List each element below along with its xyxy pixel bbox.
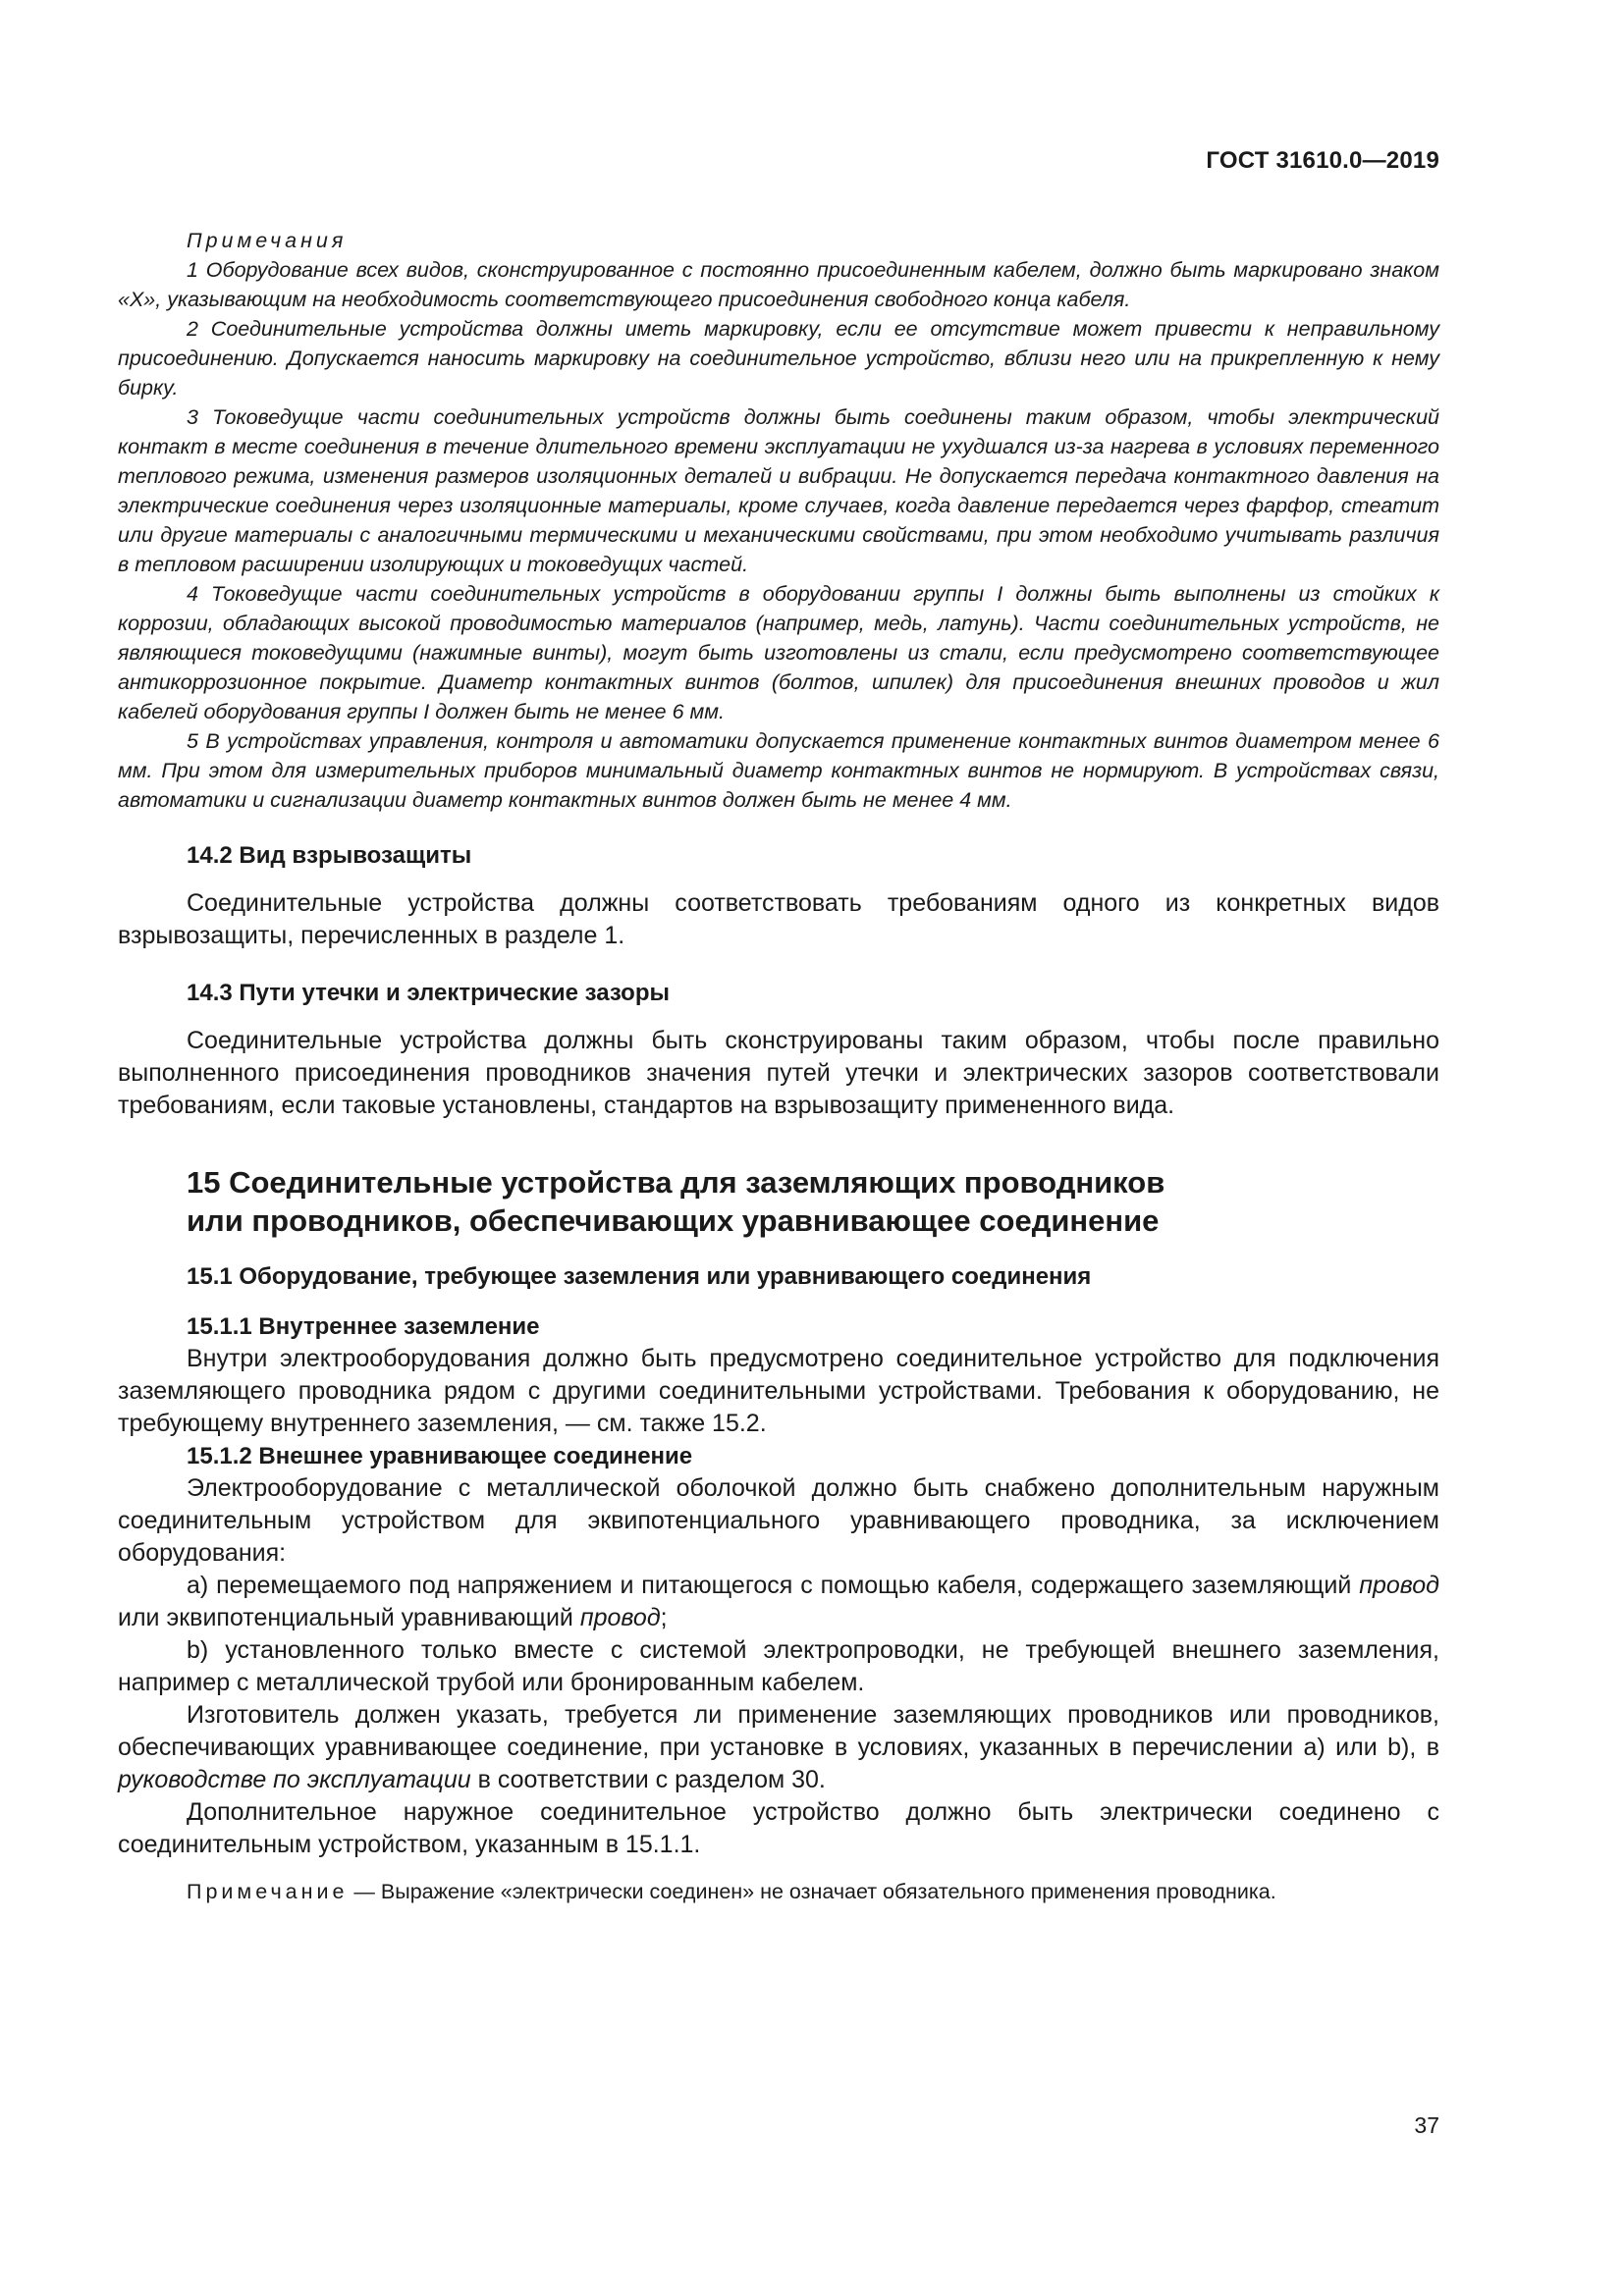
list-item-a-emphasis-2: провод	[579, 1604, 661, 1631]
notes-title: Примечания	[187, 229, 348, 252]
paragraph-14-2: Соединительные устройства должны соответствовать требованиям одного из конкретных видов взрывозащиты, перечисленных в разделе 1.	[118, 889, 1439, 949]
paragraph-15-1-1: Внутри электрооборудования должно быть предусмотрено соединительное устройство для подключения заземляющего проводника рядом с другими соединительными устройствами. Требования к оборудованию, не требующему внутреннего заземления, — см. также 15.2.	[118, 1345, 1439, 1437]
section-15-heading	[118, 1163, 1439, 1240]
final-note-text: — Выражение «электрически соединен» не означает обязательного применения проводника.	[348, 1880, 1276, 1903]
heading-15-1-1: 15.1.1 Внутреннее заземление	[187, 1313, 540, 1340]
list-item-a-text-2: или эквипотенциальный уравнивающий	[118, 1604, 580, 1631]
paragraph-manufacturer-text-2: в соответствии с разделом 30.	[470, 1766, 826, 1793]
notes-block	[118, 226, 1439, 815]
document-id: ГОСТ 31610.0—2019	[1206, 147, 1439, 174]
section-15-heading-line-1: 15 Соединительные устройства для заземляющих проводников	[187, 1165, 1165, 1200]
heading-15-1: 15.1 Оборудование, требующее заземления или уравнивающего соединения	[187, 1263, 1092, 1290]
list-item-b: b) установленного только вместе с системой электропроводки, не требующей внешнего заземления, например с металлической трубой или бронированным кабелем.	[118, 1636, 1439, 1696]
section-15-heading-line-2: или проводников, обеспечивающих уравнивающее соединение	[187, 1203, 1160, 1238]
note-3: 3 Токоведущие части соединительных устройств должны быть соединены таким образом, чтобы электрический контакт в месте соединения в течение длительного времени эксплуатации не ухудшался из-за нагрева в условиях переменного теплового режима, изменения размеров изоляционных деталей и вибрации. Не допускается передача контактного давления на электрические соединения через изоляционные материалы, кроме случаев, когда давление передается через фарфор, стеатит или другие материалы с аналогичными термическими и механическими свойствами, при этом необходимо учитывать различия в тепловом расширении изолирующих и токоведущих частей.	[118, 405, 1439, 576]
paragraph-15-1-2-additional: Дополнительное наружное соединительное устройство должно быть электрически соединено с соединительным устройством, указанным в 15.1.1.	[118, 1798, 1439, 1858]
heading-14-3: 14.3 Пути утечки и электрические зазоры	[187, 980, 670, 1006]
heading-14-2: 14.2 Вид взрывозащиты	[187, 842, 472, 869]
final-note	[118, 1877, 1439, 1906]
heading-15-1-2: 15.1.2 Внешнее уравнивающее соединение	[187, 1443, 693, 1469]
paragraph-manufacturer-emphasis: руководстве по эксплуатации	[118, 1766, 471, 1793]
paragraph-manufacturer-text-1: Изготовитель должен указать, требуется ли применение заземляющих проводников или проводников, обеспечивающих уравнивающее соединение, при установке в условиях, указанных в перечислении а) или b), в	[118, 1701, 1439, 1761]
list-item-a-emphasis-1: провод	[1359, 1572, 1439, 1599]
page-content	[118, 226, 1439, 1906]
page-number: 37	[1414, 2112, 1439, 2138]
note-1: 1 Оборудование всех видов, сконструированное с постоянно присоединенным кабелем, должно быть маркировано знаком «Х», указывающим на необходимость соответствующего присоединения свободного конца кабеля.	[118, 258, 1439, 311]
list-item-a-text-1: а) перемещаемого под напряжением и питающегося с помощью кабеля, содержащего заземляющий	[187, 1572, 1360, 1599]
note-4: 4 Токоведущие части соединительных устройств в оборудовании группы I должны быть выполнены из стойких к коррозии, обладающих высокой проводимостью материалов (например, медь, латунь). Части соединительных устройств, не являющиеся токоведущими (нажимные винты), могут быть изготовлены из стали, если предусмотрено соответствующее антикоррозионное покрытие. Диаметр контактных винтов (болтов, шпилек) для присоединения внешних проводов и жил кабелей оборудования группы I должен быть не менее 6 мм.	[118, 582, 1439, 723]
note-5: 5 В устройствах управления, контроля и автоматики допускается применение контактных винтов диаметром менее 6 мм. При этом для измерительных приборов минимальный диаметр контактных винтов не нормируют. В устройствах связи, автоматики и сигнализации диаметр контактных винтов должен быть не менее 4 мм.	[118, 729, 1439, 812]
paragraph-14-3: Соединительные устройства должны быть сконструированы таким образом, чтобы после правильно выполненного присоединения проводников значения путей утечки и электрических зазоров соответствовали требованиям, если таковые установлены, стандартов на взрывозащиту примененного вида.	[118, 1027, 1439, 1119]
list-item-a	[118, 1570, 1439, 1634]
final-note-label: Примечание	[187, 1880, 349, 1903]
paragraph-15-1-2-intro: Электрооборудование с металлической оболочкой должно быть снабжено дополнительным наружным соединительным устройством для эквипотенциального уравнивающего проводника, за исключением оборудования:	[118, 1474, 1439, 1567]
note-2: 2 Соединительные устройства должны иметь маркировку, если ее отсутствие может привести к неправильному присоединению. Допускается наносить маркировку на соединительное устройство, вблизи него или на прикрепленную к нему бирку.	[118, 317, 1439, 400]
paragraph-15-1-2-manufacturer	[118, 1699, 1439, 1796]
list-item-a-text-3: ;	[660, 1604, 668, 1631]
